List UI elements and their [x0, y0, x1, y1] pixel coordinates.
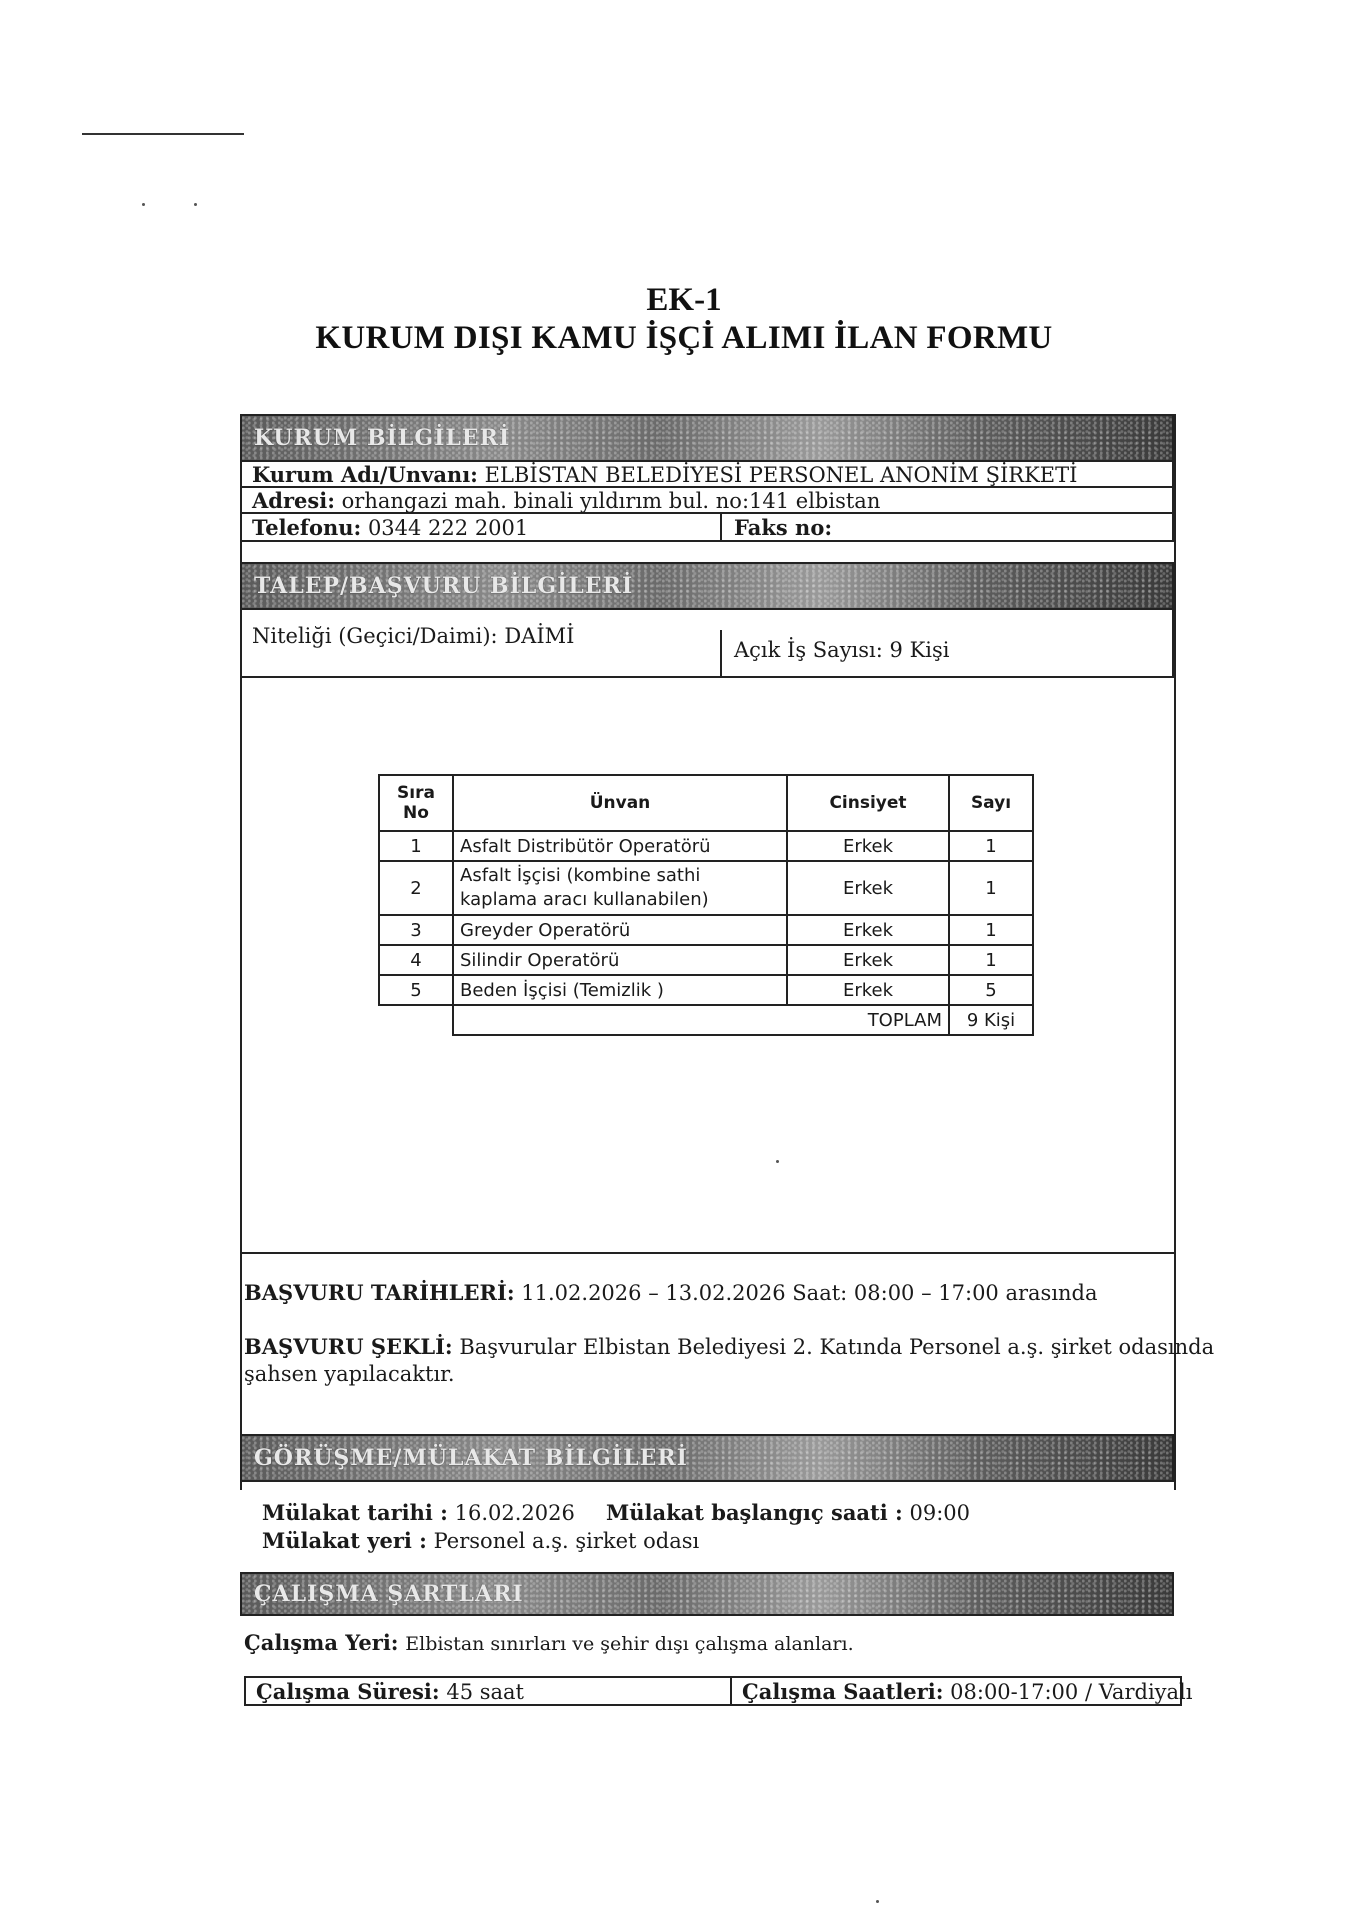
row-cinsiyet: Erkek [787, 915, 949, 945]
mulakat-tarih-label: Mülakat tarihi : [262, 1500, 448, 1525]
calisma-yer-value: Elbistan sınırları ve şehir dışı çalışma alanları. [405, 1633, 854, 1655]
mulakat-yer-label: Mülakat yeri : [262, 1528, 427, 1553]
basvuru-sekil-value-2: şahsen yapılacaktır. [244, 1362, 455, 1386]
header-sira-no: Sıra No [379, 775, 453, 831]
basvuru-sekil-value: Başvurular Elbistan Belediyesi 2. Katında Personel a.ş. şirket odasında [459, 1335, 1215, 1359]
scan-speck [876, 1900, 879, 1903]
kurum-phone-row [240, 514, 1174, 542]
table-header-row [379, 775, 1033, 831]
section-header-label: KURUM BİLGİLERİ [254, 425, 511, 451]
basvuru-sekil-line-2 [244, 1362, 455, 1386]
row-no: 3 [379, 915, 453, 945]
mulakat-tarih-line [262, 1500, 575, 1525]
kurum-phone-value: 0344 222 2001 [367, 516, 529, 540]
row-unvan: Asfalt İşçisi (kombine sathi kaplama aracı kullanabilen) [453, 861, 787, 915]
mulakat-saat-line [606, 1500, 970, 1525]
calisma-sure-row [244, 1676, 1193, 1706]
basvuru-tarih-label: BAŞVURU TARİHLERİ: [244, 1280, 515, 1305]
row-sayi: 1 [949, 861, 1033, 915]
basvuru-tarih-line [244, 1280, 1098, 1305]
row-unvan: Silindir Operatörü [453, 945, 787, 975]
scan-speck [194, 203, 197, 206]
calisma-yer-label: Çalışma Yeri: [244, 1630, 399, 1655]
section-divider [240, 1252, 1174, 1254]
section-header-label: GÖRÜŞME/MÜLAKAT BİLGİLERİ [254, 1445, 688, 1471]
mulakat-saat-label: Mülakat başlangıç saati : [606, 1500, 903, 1525]
total-value: 9 Kişi [949, 1005, 1033, 1035]
table-row [379, 975, 1033, 1005]
total-label: TOPLAM [453, 1005, 949, 1035]
mulakat-yer-line [262, 1528, 699, 1553]
row-no: 1 [379, 831, 453, 861]
row-unvan: Greyder Operatörü [453, 915, 787, 945]
row-sayi: 1 [949, 915, 1033, 945]
calisma-yer-line [244, 1630, 854, 1655]
table-row [379, 945, 1033, 975]
header-unvan: Ünvan [453, 775, 787, 831]
row-unvan: Beden İşçisi (Temizlik ) [453, 975, 787, 1005]
row-sayi: 1 [949, 945, 1033, 975]
row-no: 5 [379, 975, 453, 1005]
row-cinsiyet: Erkek [787, 945, 949, 975]
calisma-sure-label: Çalışma Süresi: [256, 1679, 440, 1704]
nitelik-value: DAİMİ [504, 624, 575, 648]
kurum-phone-label: Telefonu: [252, 515, 362, 540]
section-header-calisma [240, 1572, 1174, 1616]
nitelik-label: Niteliği (Geçici/Daimi): [252, 624, 498, 648]
row-unvan: Asfalt Distribütör Operatörü [453, 831, 787, 861]
table-row [379, 831, 1033, 861]
kurum-name-label: Kurum Adı/Unvanı: [252, 462, 478, 487]
calisma-saat-label: Çalışma Saatleri: [742, 1679, 944, 1704]
kurum-address-row [240, 488, 1174, 514]
mulakat-yer-value: Personel a.ş. şirket odası [433, 1529, 700, 1553]
row-sayi: 5 [949, 975, 1033, 1005]
cell-divider [720, 514, 722, 540]
section-header-kurum [240, 414, 1174, 462]
header-sayi: Sayı [949, 775, 1033, 831]
kurum-fax-label: Faks no: [734, 515, 833, 540]
section-header-label: ÇALIŞMA ŞARTLARI [254, 1581, 524, 1607]
table-row [379, 861, 1033, 915]
kurum-address-label: Adresi: [252, 488, 335, 513]
row-no: 2 [379, 861, 453, 915]
form-title: KURUM DIŞI KAMU İŞÇİ ALIMI İLAN FORMU [315, 320, 1053, 356]
calisma-sure-value: 45 saat [446, 1680, 524, 1704]
mulakat-tarih-value: 16.02.2026 [454, 1501, 575, 1525]
header-cinsiyet: Cinsiyet [787, 775, 949, 831]
talep-row [240, 610, 1174, 678]
jobs-table [378, 774, 1034, 1036]
section-header-label: TALEP/BAŞVURU BİLGİLERİ [254, 573, 634, 599]
kurum-name-row [240, 462, 1174, 488]
table-total-row [379, 1005, 1033, 1035]
scan-speck [776, 1160, 779, 1163]
top-rule [82, 133, 244, 135]
section-header-mulakat [240, 1434, 1174, 1482]
row-cinsiyet: Erkek [787, 861, 949, 915]
cell-divider [720, 630, 722, 676]
basvuru-sekil-label: BAŞVURU ŞEKLİ: [244, 1334, 453, 1359]
calisma-saat-value: 08:00-17:00 / Vardiyalı [950, 1680, 1193, 1704]
scan-speck [142, 203, 145, 206]
mulakat-saat-value: 09:00 [909, 1501, 970, 1525]
kurum-address-value: orhangazi mah. binali yıldırım bul. no:141 elbistan [341, 489, 881, 513]
basvuru-sekil-line [244, 1334, 1214, 1359]
form-code: EK-1 [646, 282, 722, 318]
cell-divider [730, 1678, 732, 1704]
acik-is-label: Açık İş Sayısı: [734, 638, 883, 662]
acik-is-value: 9 Kişi [889, 638, 950, 662]
section-header-talep [240, 562, 1174, 610]
kurum-name-value: ELBİSTAN BELEDİYESİ PERSONEL ANONİM ŞİRKETİ [484, 463, 1078, 487]
table-row [379, 915, 1033, 945]
basvuru-tarih-value: 11.02.2026 – 13.02.2026 Saat: 08:00 – 17:00 arasında [521, 1281, 1098, 1305]
row-no: 4 [379, 945, 453, 975]
empty-cell [379, 1005, 453, 1035]
row-cinsiyet: Erkek [787, 831, 949, 861]
row-cinsiyet: Erkek [787, 975, 949, 1005]
row-sayi: 1 [949, 831, 1033, 861]
